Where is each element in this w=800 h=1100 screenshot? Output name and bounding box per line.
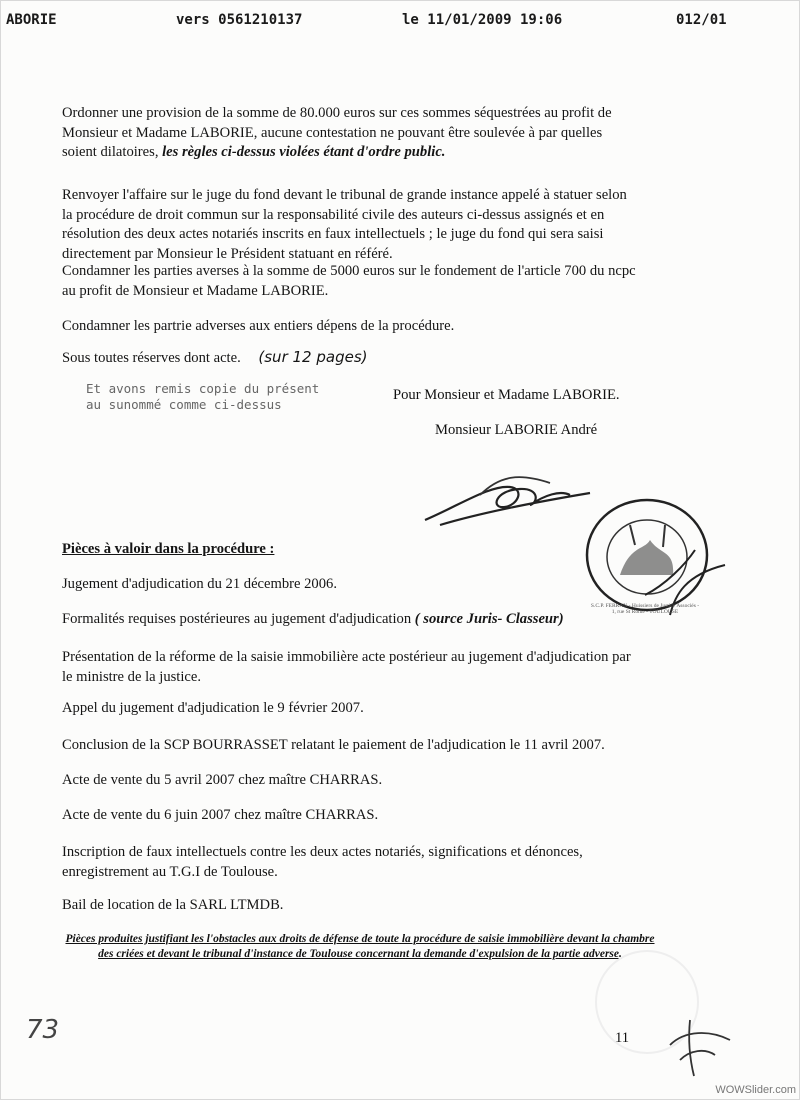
reserves-text: Sous toutes réserves dont acte. [62,350,241,366]
signature-name: Monsieur LABORIE André [435,422,598,438]
piece-item-2-text: Formalités requises postérieures au jugement d'adjudication [62,611,412,627]
pieces-heading: Pièces à valoir dans la procédure : [62,541,275,557]
paragraph-condamner-5000: Condamner les parties averses à la somme de 5000 euros sur le fondement de l'article 700 du ncpc au profit de Monsieur et Madame LABORIE. [62,263,636,299]
typed-note-line2: au sunommé comme ci-dessus [86,397,282,412]
paragraph-condamner-depens: Condamner les partrie adverses aux entiers dépens de la procédure. [62,318,455,334]
piece-item-9: Bail de location de la SARL LTMDB. [62,897,284,913]
paragraph-provision-text: Ordonner une provision de la somme de 80.000 euros sur ces sommes séquestrées au profit de Monsieur et Madame LABORIE, aucune contestation ne pouvant être soulevée à par quelles soient dilatoires, [62,105,612,160]
paragraph-provision [62,104,637,163]
piece-item-1: Jugement d'adjudication du 21 décembre 2006. [62,576,337,592]
watermark: WOWSlider.com [715,1084,796,1096]
piece-item-3: Présentation de la réforme de la saisie immobilière acte postérieur au jugement d'adjudication par le ministre de la justice. [62,649,631,685]
fax-page: 012/01 [676,12,727,28]
fax-sender: ABORIE [6,12,57,28]
stamp-text: S.C.P. FERRAN - Huissiers de Justice Associés - 1, rue St Rome - TOULOUSE [590,603,700,615]
piece-item-2-source: ( source Juris- Classeur) [414,611,564,627]
paragraph-provision-emphasis: les règles ci-dessus violées étant d'ordre public. [162,144,446,160]
signature-for: Pour Monsieur et Madame LABORIE. [393,387,620,403]
paragraph-renvoyer: Renvoyer l'affaire sur le juge du fond devant le tribunal de grande instance appelé à statuer selon la procédure de droit commun sur la responsabilité civile des auteurs ci-dessus assignés et en résolution des deux actes notariés inscrits en faux intellectuels ; le juge du fond qui sera saisi directement par Monsieur le Président statuant en référé. [62,187,627,262]
fax-datetime: le 11/01/2009 19:06 [402,12,563,28]
piece-item-6: Acte de vente du 5 avril 2007 chez maître CHARRAS. [62,772,383,788]
page-number: 11 [615,1030,630,1046]
footnote: Pièces produites justifiant les l'obstacles aux droits de défense de toute la procédure de saisie immobilière devant la chambre des criées et devant le tribunal d'instance de Toulouse concernant la demande d'expulsion de la partie adverse. [65,933,655,960]
handwritten-margin-number: 73 [26,1015,60,1045]
fax-header [0,12,800,32]
piece-item-2 [62,610,662,630]
piece-item-7: Acte de vente du 6 juin 2007 chez maître CHARRAS. [62,807,379,823]
typed-copy-note [86,381,319,413]
typed-note-line1: Et avons remis copie du présent [86,381,320,396]
initials-mark [660,1010,740,1080]
handwritten-pages-note: (sur 12 pages) [258,348,368,366]
piece-item-8: Inscription de faux intellectuels contre les deux actes notariés, significations et dénonces, enregistrement au T.G.I de Toulouse. [62,844,583,880]
handwritten-signature [420,465,600,535]
piece-item-4: Appel du jugement d'adjudication le 9 février 2007. [62,700,364,716]
piece-item-5: Conclusion de la SCP BOURRASSET relatant le paiement de l'adjudication le 11 avril 2007. [62,737,605,753]
paragraph-reserves [62,348,637,369]
fax-recipient: vers 0561210137 [176,12,303,28]
